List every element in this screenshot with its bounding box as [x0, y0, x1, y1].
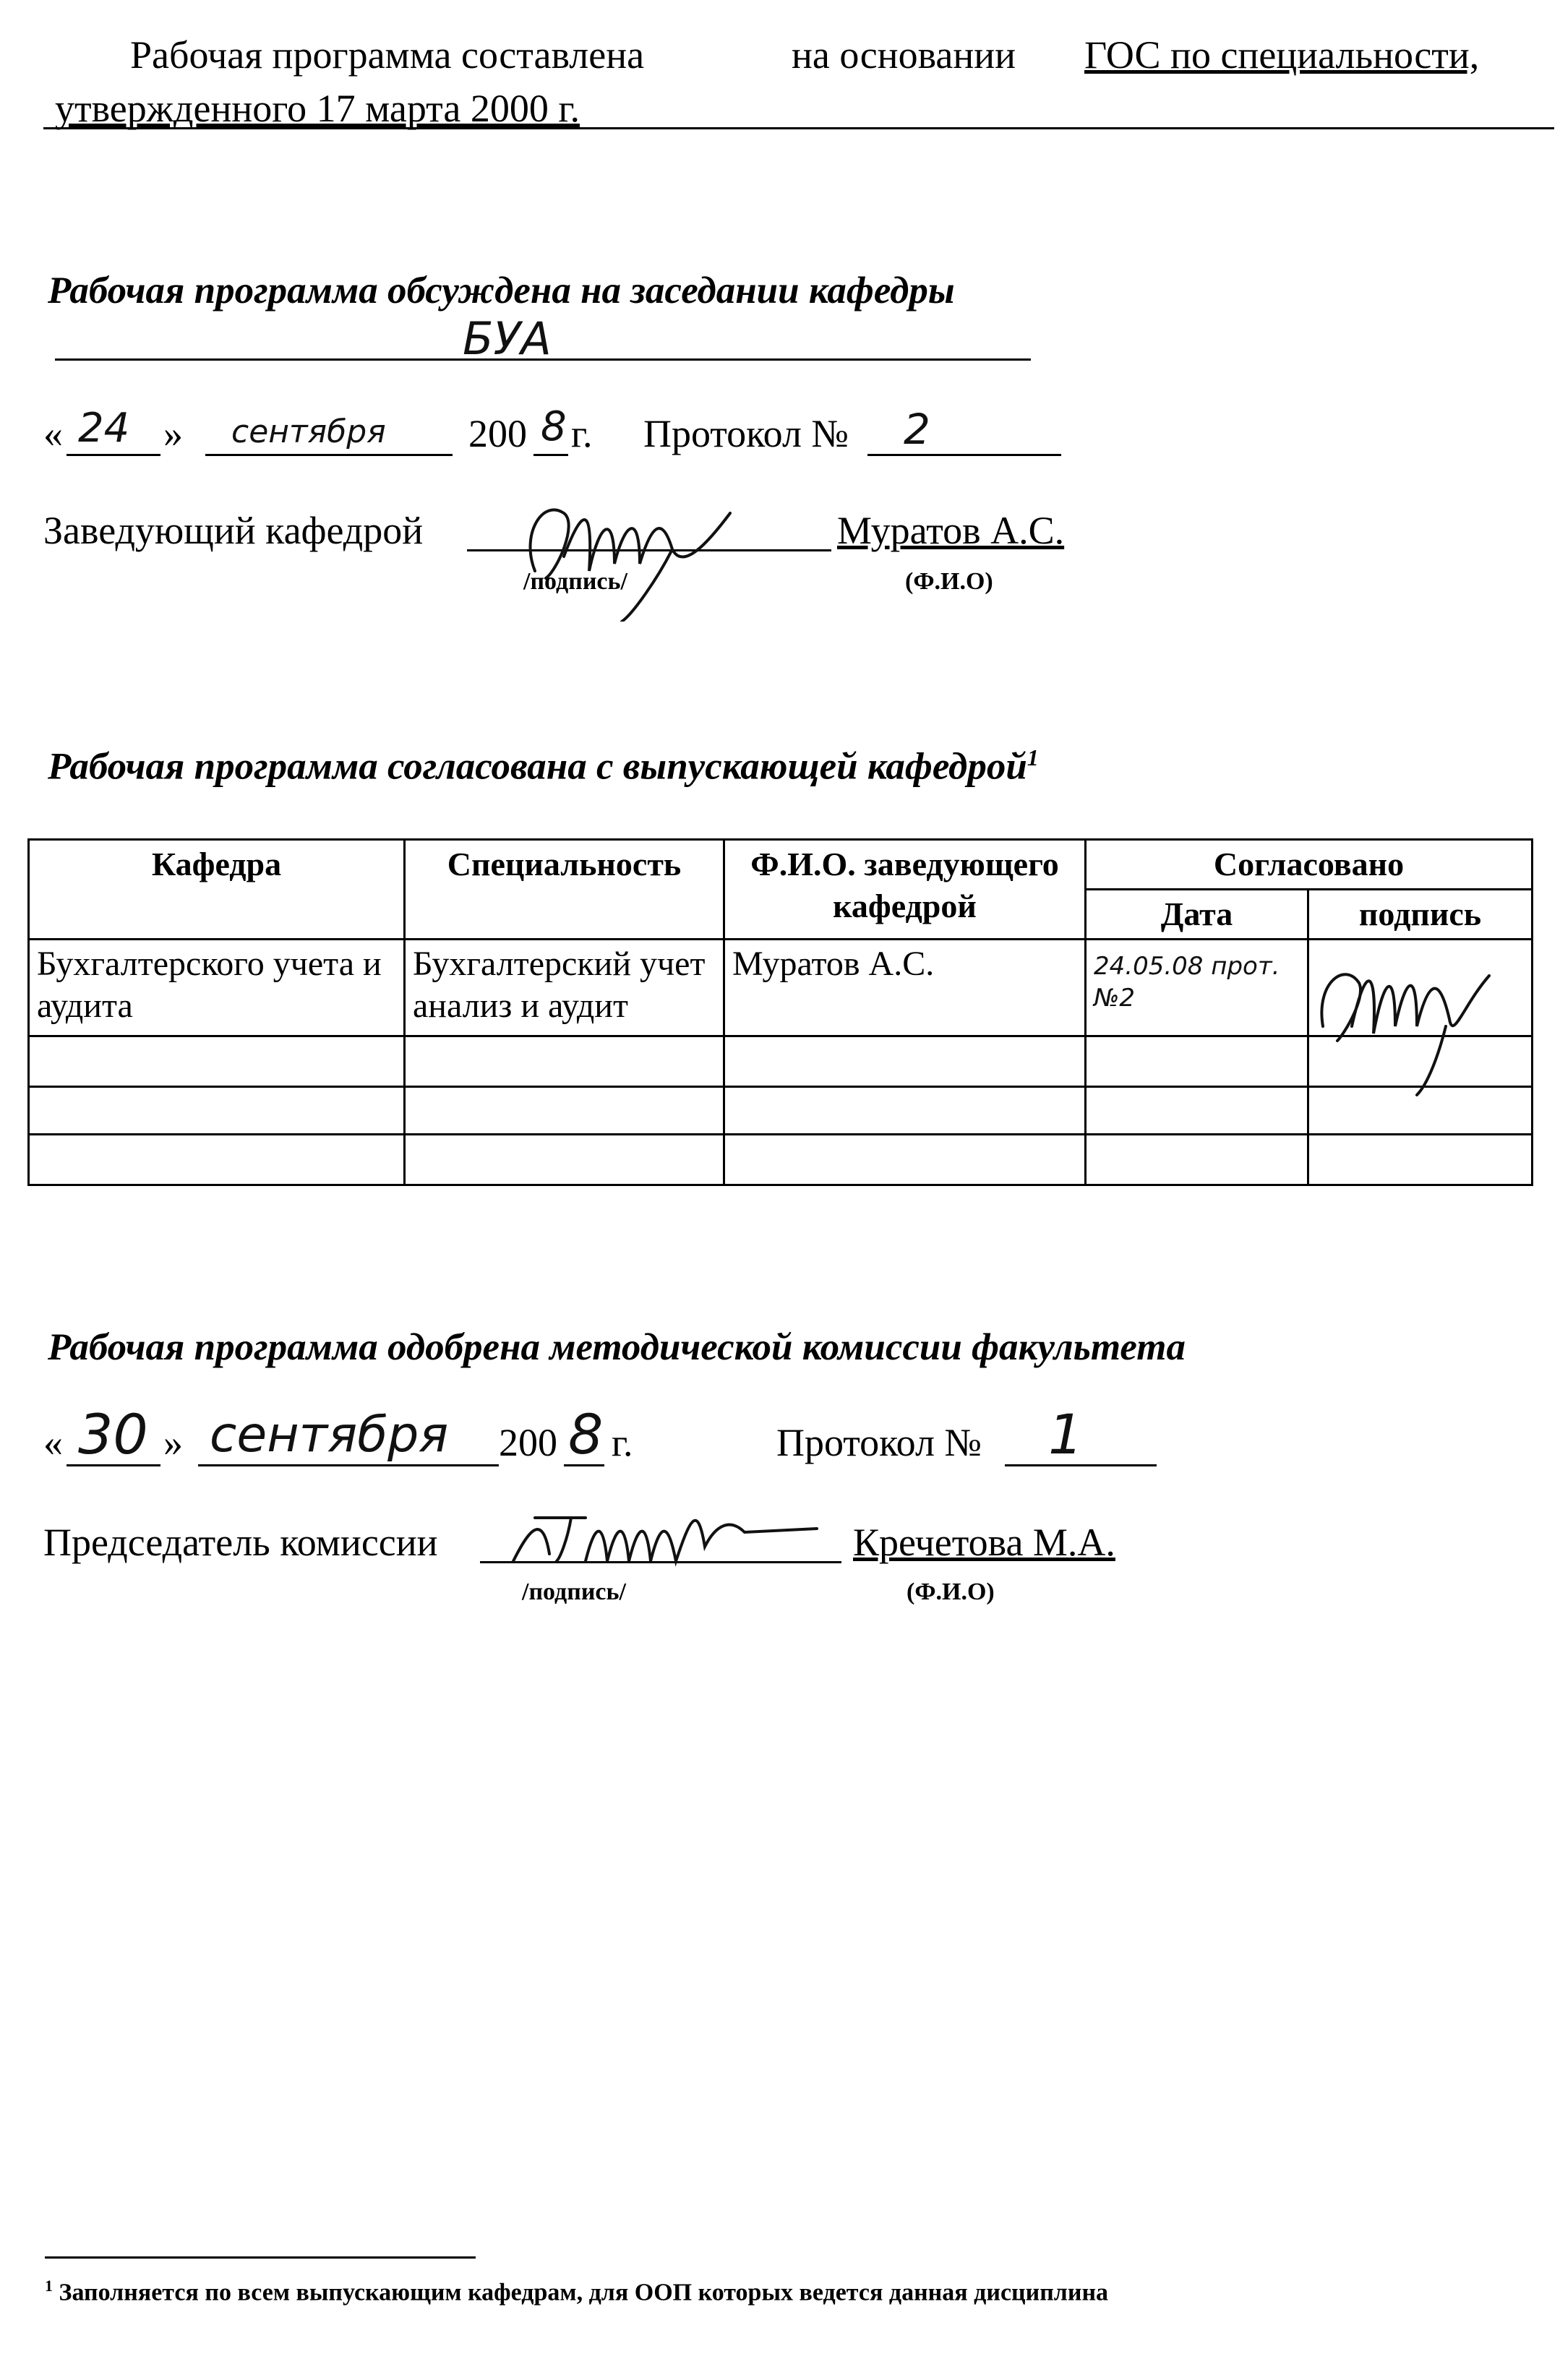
- s1-name-caption: (Ф.И.О): [905, 568, 993, 595]
- footnote: [45, 2277, 1108, 2306]
- s3-month: сентября: [210, 1406, 449, 1464]
- table-cell: [405, 1135, 724, 1185]
- th-head-name: Ф.И.О. заведующего кафедрой: [724, 840, 1086, 940]
- s1-year-line: [533, 454, 568, 456]
- head-label: Заведующий кафедрой: [43, 509, 424, 552]
- s1-month: сентября: [231, 413, 386, 450]
- s3-year: 8: [568, 1402, 604, 1466]
- s3-year-prefix: 200: [499, 1421, 557, 1464]
- cell-department: Бухгалтерского учета и аудита: [29, 940, 405, 1036]
- head-name: Муратов А.С.: [837, 509, 1065, 552]
- table-cell: [1086, 1036, 1308, 1087]
- footnote-mark: 1: [45, 2277, 53, 2295]
- table-cell: [29, 1087, 405, 1135]
- agreement-table: [27, 838, 1533, 1186]
- table-cell: [405, 1087, 724, 1135]
- table-cell: [1308, 1135, 1533, 1185]
- dept-underline: [55, 358, 1031, 361]
- s1-day-line: [67, 454, 160, 456]
- s1-day: 24: [78, 405, 130, 452]
- th-signature: подпись: [1308, 890, 1533, 940]
- s3-date-close: »: [163, 1421, 183, 1464]
- chair-name: Кречетова М.А.: [853, 1521, 1115, 1564]
- th-date: Дата: [1086, 890, 1308, 940]
- s1-year-suffix: г.: [571, 412, 593, 455]
- section3-heading: Рабочая программа одобрена методической комиссии факультета: [48, 1326, 1186, 1368]
- footnote-rule: [45, 2256, 476, 2259]
- cell-date: 24.05.08 прот. №2: [1086, 940, 1308, 1036]
- footnote-text: Заполняется по всем выпускающим кафедрам, для ООП которых ведется данная дисциплина: [59, 2279, 1109, 2306]
- table-cell: [29, 1135, 405, 1185]
- th-specialty: Специальность: [405, 840, 724, 940]
- chair-label: Председатель комиссии: [43, 1521, 438, 1564]
- table-cell: [724, 1036, 1086, 1087]
- s3-day-line: [67, 1464, 160, 1466]
- s3-year-line: [564, 1464, 604, 1466]
- section2-footnote-mark: 1: [1027, 744, 1039, 770]
- table-row: [29, 1087, 1533, 1135]
- s1-year: 8: [541, 403, 567, 450]
- s3-sig-caption: /подпись/: [522, 1578, 626, 1605]
- table-cell: [405, 1036, 724, 1087]
- intro-underline: [43, 127, 1554, 129]
- section1-heading: Рабочая программа обсуждена на заседании кафедры: [48, 270, 955, 312]
- s3-name-caption: (Ф.И.О): [907, 1578, 995, 1605]
- s1-year-prefix: 200: [468, 412, 527, 455]
- s1-date-open: «: [43, 412, 63, 455]
- table-cell: [29, 1036, 405, 1087]
- s3-day: 30: [78, 1402, 148, 1466]
- table-cell: [724, 1087, 1086, 1135]
- s3-month-line: [198, 1464, 499, 1466]
- intro-line1: Рабочая программа составлена: [130, 33, 645, 77]
- s3-date-open: «: [43, 1421, 63, 1464]
- chair-signature: [499, 1489, 831, 1583]
- s3-protocol-label: Протокол №: [776, 1421, 982, 1464]
- table-row: [29, 940, 1533, 1036]
- cell-head-name: Муратов А.С.: [724, 940, 1086, 1036]
- s3-protocol-line: [1005, 1464, 1157, 1466]
- table-cell: [1086, 1087, 1308, 1135]
- s1-protocol-label: Протокол №: [643, 412, 849, 455]
- intro-gos: ГОС по специальности,: [1084, 33, 1480, 77]
- s3-year-suffix: г.: [612, 1421, 633, 1464]
- table-signature: [1308, 932, 1504, 1099]
- table-row: [29, 1135, 1533, 1185]
- th-department: Кафедра: [29, 840, 405, 940]
- intro-line2: утвержденного 17 марта 2000 г.: [55, 87, 580, 130]
- cell-specialty: Бухгалтерский учет анализ и аудит: [405, 940, 724, 1036]
- s1-date-close: »: [163, 412, 183, 455]
- s1-protocol-line: [867, 454, 1061, 456]
- table-cell: [724, 1135, 1086, 1185]
- head-signature: [506, 470, 745, 622]
- section2-heading-text: Рабочая программа согласована с выпускающей кафедрой: [48, 745, 1027, 788]
- intro-line1-b: на основании: [792, 33, 1016, 77]
- dept-handwritten: БУА: [463, 312, 552, 365]
- table-header-row: [29, 840, 1533, 890]
- s3-protocol-no: 1: [1048, 1402, 1084, 1466]
- table-row: [29, 1036, 1533, 1087]
- table-cell: [1086, 1135, 1308, 1185]
- section2-heading: [48, 744, 1039, 789]
- th-agreed: Согласовано: [1086, 840, 1533, 890]
- s1-protocol-no: 2: [904, 405, 930, 454]
- s1-sig-caption: /подпись/: [523, 568, 627, 595]
- s1-month-line: [205, 454, 453, 456]
